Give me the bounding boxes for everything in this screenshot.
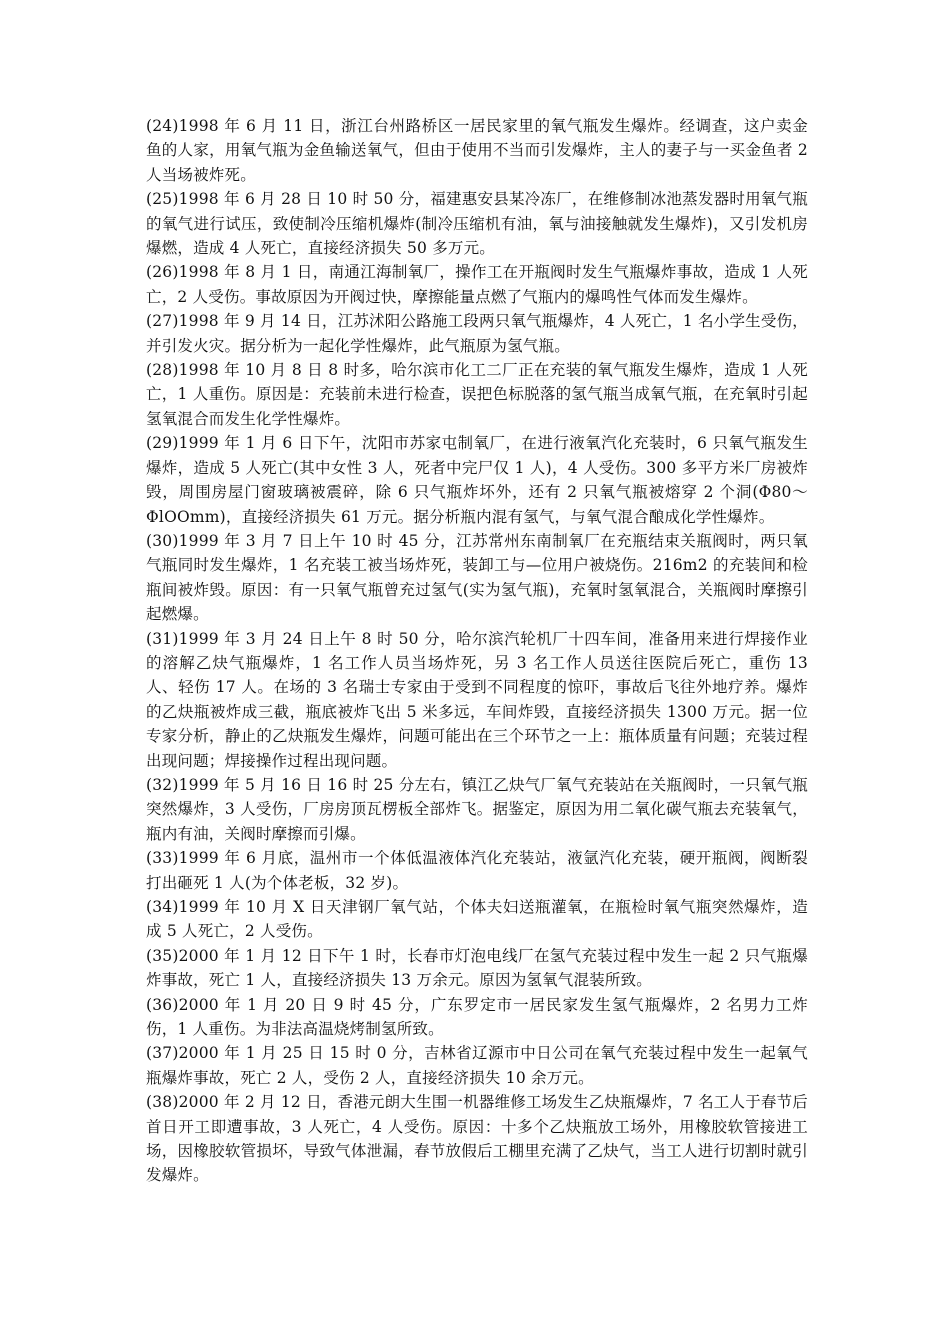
paragraph-28: (28)1998 年 10 月 8 日 8 时多，哈尔滨市化工二厂正在充装的氧气瓶发生爆炸，造成 1 人死亡，1 人重伤。原因是：充装前未进行检查，误把色标脱落的氢气瓶当成氧气瓶，在充氧时引起氢氧混合而发生化学性爆炸。 (146, 361, 808, 428)
paragraph-38: (38)2000 年 2 月 12 日，香港元朗大生围一机器维修工场发生乙炔瓶爆炸，7 名工人于春节后首日开工即遭事故，3 人死亡，4 人受伤。原因：十多个乙炔瓶放工场外，用橡胶软管接进工场，因橡胶软管损坏，导致气体泄漏，春节放假后工棚里充满了乙炔气，当工人进行切割时就引发爆炸。 (146, 1093, 808, 1185)
paragraph-30: (30)1999 年 3 月 7 日上午 10 时 45 分，江苏常州东南制氧厂在充瓶结束关瓶阀时，两只氧气瓶同时发生爆炸，1 名充装工被当场炸死，装卸工与—位用户被烧伤。216m2 的充装间和检瓶间被炸毁。原因：有一只氧气瓶曾充过氢气(实为氢气瓶)，充氧时氢氧混合，关瓶阀时摩擦引起燃爆。 (146, 531, 808, 624)
paragraph-36: (36)2000 年 1 月 20 日 9 时 45 分，广东罗定市一居民家发生氢气瓶爆炸，2 名男力工炸伤，1 人重伤。为非法高温烧烤制氢所致。 (146, 995, 808, 1039)
paragraph-26: (26)1998 年 8 月 1 日，南通江海制氧厂，操作工在开瓶阀时发生气瓶爆炸事故，造成 1 人死亡，2 人受伤。事故原因为开阀过快，摩擦能量点燃了气瓶内的爆鸣性气体而发生爆炸。 (146, 263, 808, 306)
paragraph-29: (29)1999 年 1 月 6 日下午，沈阳市苏家屯制氧厂，在进行液氧汽化充装时，6 只氧气瓶发生爆炸，造成 5 人死亡(其中女性 3 人，死者中完尸仅 1 人)，4 人受伤。300 多平方米厂房被炸毁，周围房屋门窗玻璃被震碎，除 6 只气瓶炸坏外，还有 2 只氧气瓶被熔穿 2 个洞(Φ80～ΦlOOmm)，直接经济损失 61 万元。据分析瓶内混有氢气，与氧气混合酿成化学性爆炸。 (146, 434, 808, 526)
paragraph-24: (24)1998 年 6 月 11 日，浙江台州路桥区一居民家里的氧气瓶发生爆炸。经调查，这户卖金鱼的人家，用氧气瓶为金鱼输送氧气，但由于使用不当而引发爆炸，主人的妻子与一买金鱼者 2 人当场被炸死。 (146, 117, 808, 184)
paragraph-31: (31)1999 年 3 月 24 日上午 8 时 50 分，哈尔滨汽轮机厂十四车间，准备用来进行焊接作业的溶解乙炔气瓶爆炸，1 名工作人员当场炸死，另 3 名工作人员送往医院后死亡，重伤 13 人、轻伤 17 人。在场的 3 名瑞士专家由于受到不同程度的惊吓，事故后飞往外地疗养。爆炸的乙炔瓶被炸成三截，瓶底被炸飞出 5 米多远，车间炸毁，直接经济损失 1300 万元。据一位专家分析，静止的乙炔瓶发生爆炸，问题可能出在三个环节之一上：瓶体质量有问题；充装过程出现问题；焊接操作过程出现问题。 (146, 629, 808, 770)
paragraph-27: (27)1998 年 9 月 14 日，江苏沭阳公路施工段两只氧气瓶爆炸，4 人死亡，1 名小学生受伤，并引发火灾。据分析为一起化学性爆炸，此气瓶原为氢气瓶。 (146, 312, 808, 355)
paragraph-32: (32)1999 年 5 月 16 日 16 时 25 分左右，镇江乙炔气厂氧气充装站在关瓶阀时，一只氧气瓶突然爆炸，3 人受伤，厂房房顶瓦楞板全部炸飞。据鉴定，原因为用二氧化碳气瓶去充装氧气，瓶内有油，关阀时摩擦而引爆。 (146, 775, 808, 843)
paragraph-34: (34)1999 年 10 月 X 日天津钢厂氧气站，个体夫妇送瓶灌氧，在瓶检时氧气瓶突然爆炸，造成 5 人死亡，2 人受伤。 (146, 898, 808, 941)
document-body (146, 114, 808, 1188)
paragraph-37: (37)2000 年 1 月 25 日 15 时 0 分，吉林省辽源市中日公司在氧气充装过程中发生一起氧气瓶爆炸事故，死亡 2 人，受伤 2 人，直接经济损失 10 余万元。 (146, 1044, 808, 1087)
paragraph-25: (25)1998 年 6 月 28 日 10 时 50 分，福建惠安县某冷冻厂，在维修制冰池蒸发器时用氧气瓶的氧气进行试压，致使制冷压缩机爆炸(制冷压缩机有油，氧与油接触就发生爆炸)，又引发机房爆燃，造成 4 人死亡，直接经济损失 50 多万元。 (146, 190, 808, 258)
paragraph-33: (33)1999 年 6 月底，温州市一个体低温液体汽化充装站，液氩汽化充装，硬开瓶阀，阀断裂打出砸死 1 人(为个体老板，32 岁)。 (146, 849, 808, 892)
paragraph-35: (35)2000 年 1 月 12 日下午 1 时，长春市灯泡电线厂在氢气充装过程中发生一起 2 只气瓶爆炸事故，死亡 1 人，直接经济损失 13 万余元。原因为氢氧气混装所致。 (146, 946, 808, 990)
